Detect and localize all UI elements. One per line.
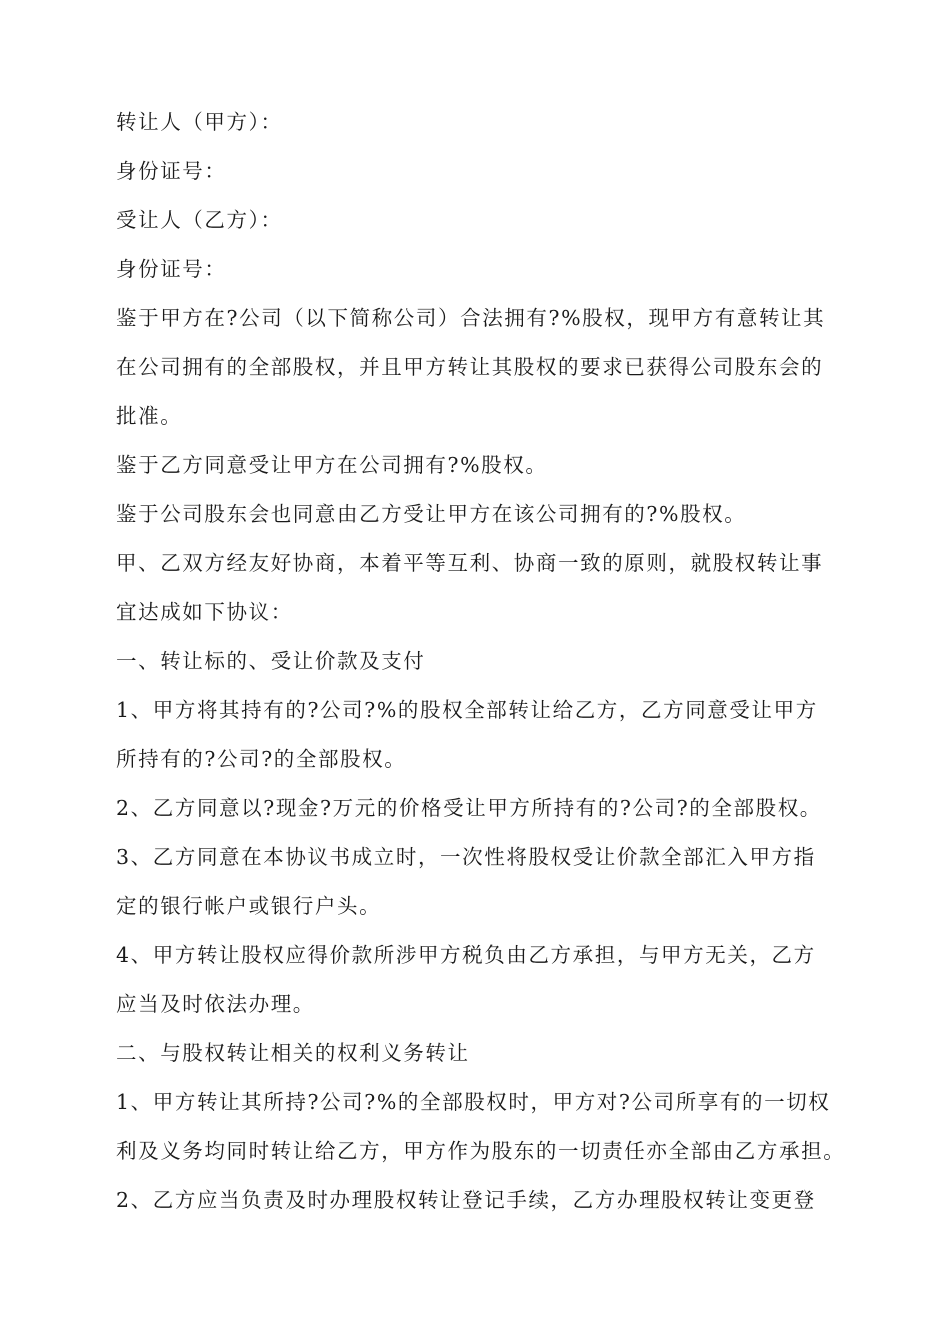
transferor-label: 转让人（甲方）： [116, 110, 283, 134]
preamble-line-2: 宜达成如下协议： [116, 600, 293, 624]
clause-1-3-line-2: 定的银行帐户或银行户头。 [116, 894, 382, 918]
transferee-id-label: 身份证号： [116, 257, 227, 281]
clause-1-3-line-1: 3、乙方同意在本协议书成立时，一次性将股权受让价款全部汇入甲方指 [116, 845, 816, 869]
recital-1-line-1: 鉴于甲方在?公司（以下简称公司）合法拥有?%股权，现甲方有意转让其 [116, 306, 826, 330]
clause-1-4-line-1: 4、甲方转让股权应得价款所涉甲方税负由乙方承担，与甲方无关，乙方 [116, 943, 816, 967]
section-2-heading: 二、与股权转让相关的权利义务转让 [116, 1041, 470, 1065]
clause-2-1-line-1: 1、甲方转让其所持?公司?%的全部股权时，甲方对?公司所享有的一切权 [116, 1090, 831, 1114]
clause-1-1-line-1: 1、甲方将其持有的?公司?%的股权全部转让给乙方，乙方同意受让甲方 [116, 698, 818, 722]
transferee-label: 受让人（乙方）： [116, 208, 283, 232]
clause-1-1-line-2: 所持有的?公司?的全部股权。 [116, 747, 407, 771]
preamble-line-1: 甲、乙双方经友好协商，本着平等互利、协商一致的原则，就股权转让事 [116, 551, 824, 575]
section-1-heading: 一、转让标的、受让价款及支付 [116, 649, 426, 673]
clause-2-1-line-2: 利及义务均同时转让给乙方，甲方作为股东的一切责任亦全部由乙方承担。 [116, 1139, 846, 1163]
recital-3: 鉴于公司股东会也同意由乙方受让甲方在该公司拥有的?%股权。 [116, 502, 747, 526]
agreement-body [116, 98, 846, 1225]
clause-1-4-line-2: 应当及时依法办理。 [116, 992, 315, 1016]
transferor-id-label: 身份证号： [116, 159, 227, 183]
recital-1-line-3: 批准。 [116, 404, 183, 428]
recital-2: 鉴于乙方同意受让甲方在公司拥有?%股权。 [116, 453, 548, 477]
clause-1-2: 2、乙方同意以?现金?万元的价格受让甲方所持有的?公司?的全部股权。 [116, 796, 822, 820]
clause-2-2-line-1: 2、乙方应当负责及时办理股权转让登记手续，乙方办理股权转让变更登 [116, 1188, 816, 1212]
recital-1-line-2: 在公司拥有的全部股权，并且甲方转让其股权的要求已获得公司股东会的 [116, 355, 824, 379]
